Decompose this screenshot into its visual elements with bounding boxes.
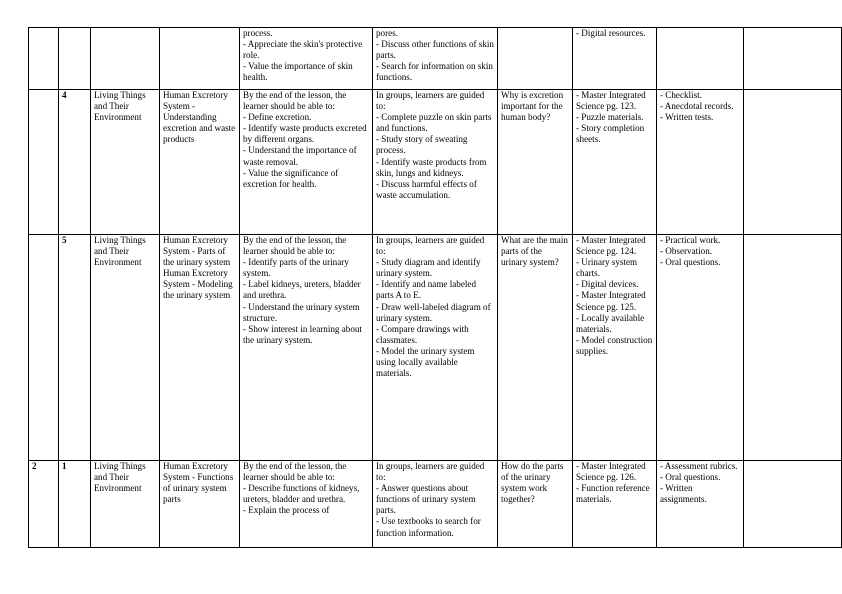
assessment-cell [657,28,744,90]
learning-outcomes-cell: By the end of the lesson, the learner should be able to: - Identify parts of the urinary system. - Label kidneys, ureters, bladder and urethra. - Understand the urinary system structure. - Show interest in learning about the urinary system. [240,235,373,461]
remarks-cell [744,461,842,548]
key-inquiry-cell: What are the main parts of the urinary system? [498,235,573,461]
learning-resources-cell: - Master Integrated Science pg. 126. - Function reference materials. [573,461,657,548]
learning-resources-cell: - Master Integrated Science pg. 123. - Puzzle materials. - Story completion sheets. [573,90,657,235]
learning-outcomes-cell: process. - Appreciate the skin's protective role. - Value the importance of skin health. [240,28,373,90]
sub-strand-cell: Human Excretory System - Functions of urinary system parts [160,461,240,548]
learning-outcomes-cell: By the end of the lesson, the learner should be able to: - Define excretion. - Identify waste products excreted by different organs. - Understand the importance of waste removal. - Value the significance of excretion for health. [240,90,373,235]
lesson-cell: 1 [59,461,91,548]
assessment-cell: - Assessment rubrics. - Oral questions. - Written assignments. [657,461,744,548]
week-cell [29,235,59,461]
remarks-cell [744,28,842,90]
table-row [29,90,842,235]
learning-experiences-cell: pores. - Discuss other functions of skin parts. - Search for information on skin functions. [373,28,498,90]
lesson-cell [59,28,91,90]
learning-resources-cell: - Master Integrated Science pg. 124. - Urinary system charts. - Digital devices. - Master Integrated Science pg. 125. - Locally available materials. - Model construction supplies. [573,235,657,461]
key-inquiry-cell: Why is excretion important for the human body? [498,90,573,235]
strand-cell: Living Things and Their Environment [91,90,160,235]
assessment-cell: - Checklist. - Anecdotal records. - Written tests. [657,90,744,235]
strand-cell [91,28,160,90]
week-cell: 2 [29,461,59,548]
sub-strand-cell [160,28,240,90]
sub-strand-cell: Human Excretory System - Parts of the urinary system Human Excretory System - Modeling the urinary system [160,235,240,461]
remarks-cell [744,235,842,461]
week-cell [29,28,59,90]
scheme-of-work-table [28,27,842,548]
lesson-cell: 5 [59,235,91,461]
strand-cell: Living Things and Their Environment [91,461,160,548]
week-cell [29,90,59,235]
strand-cell: Living Things and Their Environment [91,235,160,461]
table-row [29,235,842,461]
key-inquiry-cell [498,28,573,90]
learning-resources-cell: - Digital resources. [573,28,657,90]
remarks-cell [744,90,842,235]
lesson-cell: 4 [59,90,91,235]
table-row [29,461,842,548]
table-row [29,28,842,90]
learning-outcomes-cell: By the end of the lesson, the learner should be able to: - Describe functions of kidneys, ureters, bladder and urethra. - Explain the process of [240,461,373,548]
learning-experiences-cell: In groups, learners are guided to: - Answer questions about functions of urinary system parts. - Use textbooks to search for function information. [373,461,498,548]
key-inquiry-cell: How do the parts of the urinary system work together? [498,461,573,548]
learning-experiences-cell: In groups, learners are guided to: - Complete puzzle on skin parts and functions. - Study story of sweating process. - Identify waste products from skin, lungs and kidneys. - Discuss harmful effects of waste accumulation. [373,90,498,235]
learning-experiences-cell: In groups, learners are guided to: - Study diagram and identify urinary system. - Identify and name labeled parts A to E. - Draw well-labeled diagram of urinary system. - Compare drawings with classmates. - Model the urinary system using locally available materials. [373,235,498,461]
sub-strand-cell: Human Excretory System - Understanding excretion and waste products [160,90,240,235]
assessment-cell: - Practical work. - Observation. - Oral questions. [657,235,744,461]
